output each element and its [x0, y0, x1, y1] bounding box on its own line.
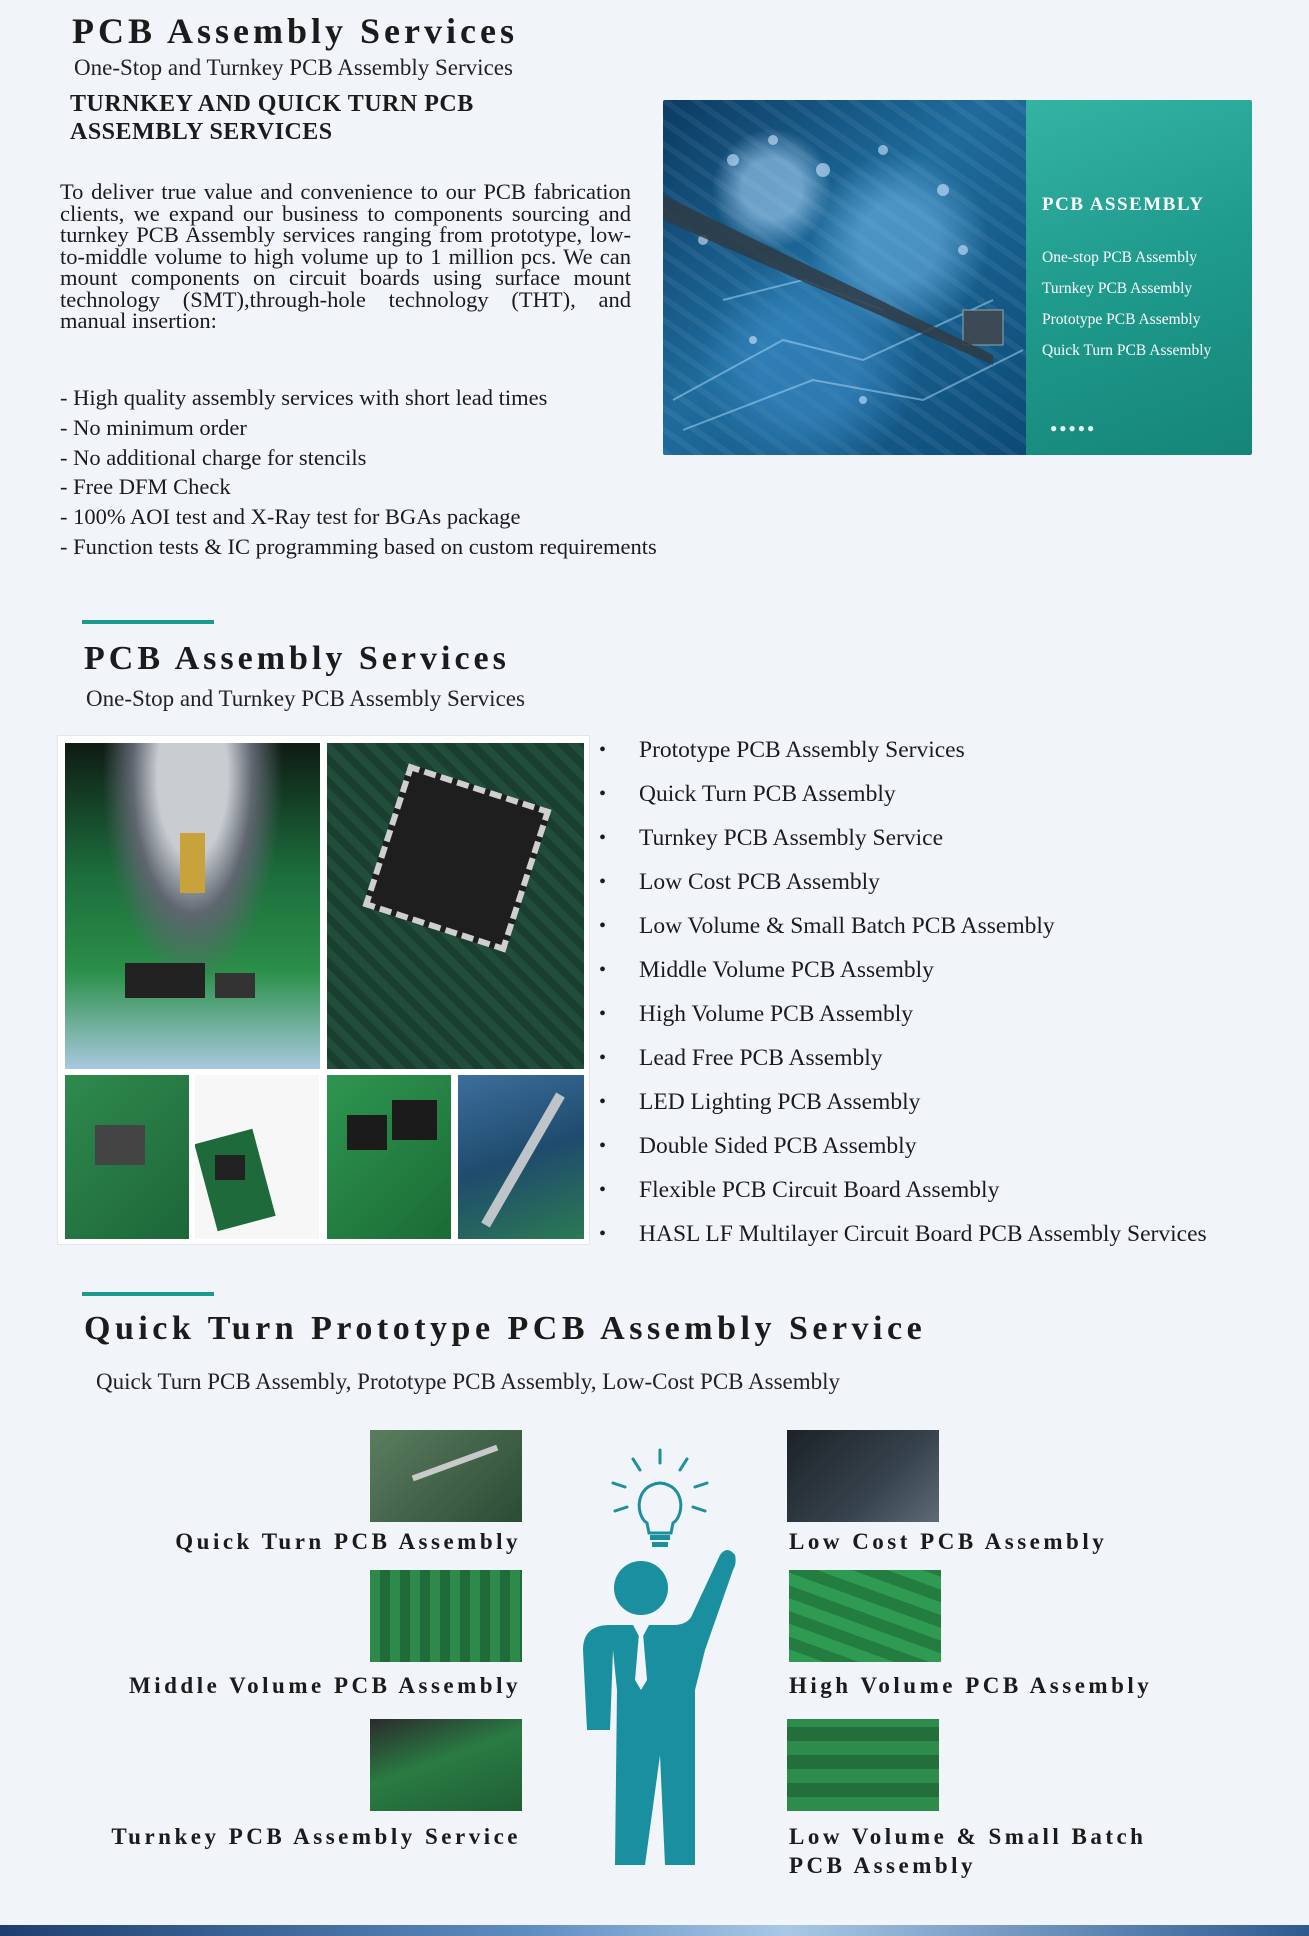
low-cost-caption: Low Cost PCB Assembly — [789, 1529, 1108, 1554]
hero-text-panel — [1026, 100, 1252, 455]
components-photo — [195, 1075, 319, 1239]
feature-item: - High quality assembly services with short lead times — [60, 385, 548, 410]
service-item[interactable]: • Low Volume & Small Batch PCB Assembly — [599, 904, 1309, 948]
service-item[interactable]: • Prototype PCB Assembly Services — [599, 728, 1309, 772]
smt-nozzle-photo — [65, 743, 320, 1069]
carousel-dots[interactable]: ●●●●● — [1050, 421, 1097, 435]
turnkey-thumbnail — [370, 1719, 522, 1811]
hero-item-link[interactable]: Turnkey PCB Assembly — [1042, 280, 1193, 297]
middle-volume-caption: Middle Volume PCB Assembly — [129, 1673, 521, 1698]
service-item[interactable]: • LED Lighting PCB Assembly — [599, 1080, 1309, 1124]
hero-item-link[interactable]: Prototype PCB Assembly — [1042, 311, 1201, 328]
low-volume-caption: Low Volume & Small Batch — [789, 1824, 1147, 1849]
pcb-soldering-image — [663, 100, 1026, 455]
section-title: PCB Assembly Services — [84, 640, 510, 677]
section-title: Quick Turn Prototype PCB Assembly Service — [84, 1310, 927, 1347]
section-subtitle: One-Stop and Turnkey PCB Assembly Services — [86, 686, 525, 711]
quick-turn-thumbnail — [370, 1430, 522, 1522]
footer-strip — [0, 1925, 1309, 1936]
accent-bar — [82, 1292, 214, 1296]
low-volume-thumbnail — [787, 1719, 939, 1811]
hero-items — [1042, 242, 1211, 366]
hero-item-link[interactable]: One-stop PCB Assembly — [1042, 249, 1198, 266]
hero-item-link[interactable]: Quick Turn PCB Assembly — [1042, 342, 1212, 359]
low-volume-caption-line2: PCB Assembly — [789, 1853, 977, 1878]
service-item[interactable]: • Lead Free PCB Assembly — [599, 1036, 1309, 1080]
service-item[interactable]: • Low Cost PCB Assembly — [599, 860, 1309, 904]
board-photo-1 — [65, 1075, 189, 1239]
soldering-iron-photo — [458, 1075, 584, 1239]
hero-banner[interactable] — [663, 100, 1252, 455]
service-item[interactable]: • Turnkey PCB Assembly Service — [599, 816, 1309, 860]
accent-bar — [82, 620, 214, 624]
circuit-board-illustration — [663, 100, 1026, 455]
section-heading: TURNKEY AND QUICK TURN PCB ASSEMBLY SERVICES — [70, 91, 474, 145]
low-cost-thumbnail — [787, 1430, 939, 1522]
feature-item: - Free DFM Check — [60, 474, 231, 500]
feature-item: - 100% AOI test and X-Ray test for BGAs package — [60, 504, 521, 530]
service-item[interactable]: • Quick Turn PCB Assembly — [599, 772, 1309, 816]
turnkey-caption: Turnkey PCB Assembly Service — [111, 1824, 521, 1849]
feature-item: - No minimum order — [60, 414, 247, 440]
service-item[interactable]: • Flexible PCB Circuit Board Assembly — [599, 1168, 1309, 1212]
feature-item: - No additional charge for stencils — [60, 444, 367, 470]
ic-chip-photo — [327, 743, 584, 1069]
service-item[interactable]: • High Volume PCB Assembly — [599, 992, 1309, 1036]
high-volume-caption: High Volume PCB Assembly — [789, 1673, 1153, 1698]
mosfet-photo — [327, 1075, 451, 1239]
hero-title: PCB ASSEMBLY — [1042, 194, 1205, 215]
intro-paragraph: To deliver true value and convenience to our PCB fabrication clients, we expand our business to components sourcing and turnkey PCB Assembly services ranging from prototype, low-to-middle volume to high volume up to 1 million pcs. We can mount components on circuit boards using surface mount technology (SMT),through-hole technology (THT), and manual insertion: — [60, 179, 631, 333]
service-item[interactable]: • Middle Volume PCB Assembly — [599, 948, 1309, 992]
high-volume-thumbnail — [789, 1570, 941, 1662]
photo-collage — [57, 735, 590, 1245]
page-title: PCB Assembly Services — [72, 11, 518, 51]
service-item[interactable]: • HASL LF Multilayer Circuit Board PCB Assembly Services — [599, 1212, 1309, 1256]
quick-turn-caption: Quick Turn PCB Assembly — [175, 1529, 521, 1554]
middle-volume-thumbnail — [370, 1570, 522, 1662]
service-item[interactable]: • Double Sided PCB Assembly — [599, 1124, 1309, 1168]
feature-item: - Function tests & IC programming based on custom requirements — [60, 533, 657, 559]
service-list — [599, 728, 1309, 1256]
page-subtitle: One-Stop and Turnkey PCB Assembly Services — [74, 55, 513, 80]
section-subtitle: Quick Turn PCB Assembly, Prototype PCB Assembly, Low-Cost PCB Assembly — [96, 1369, 841, 1394]
businessman-lightbulb-icon — [565, 1445, 755, 1870]
